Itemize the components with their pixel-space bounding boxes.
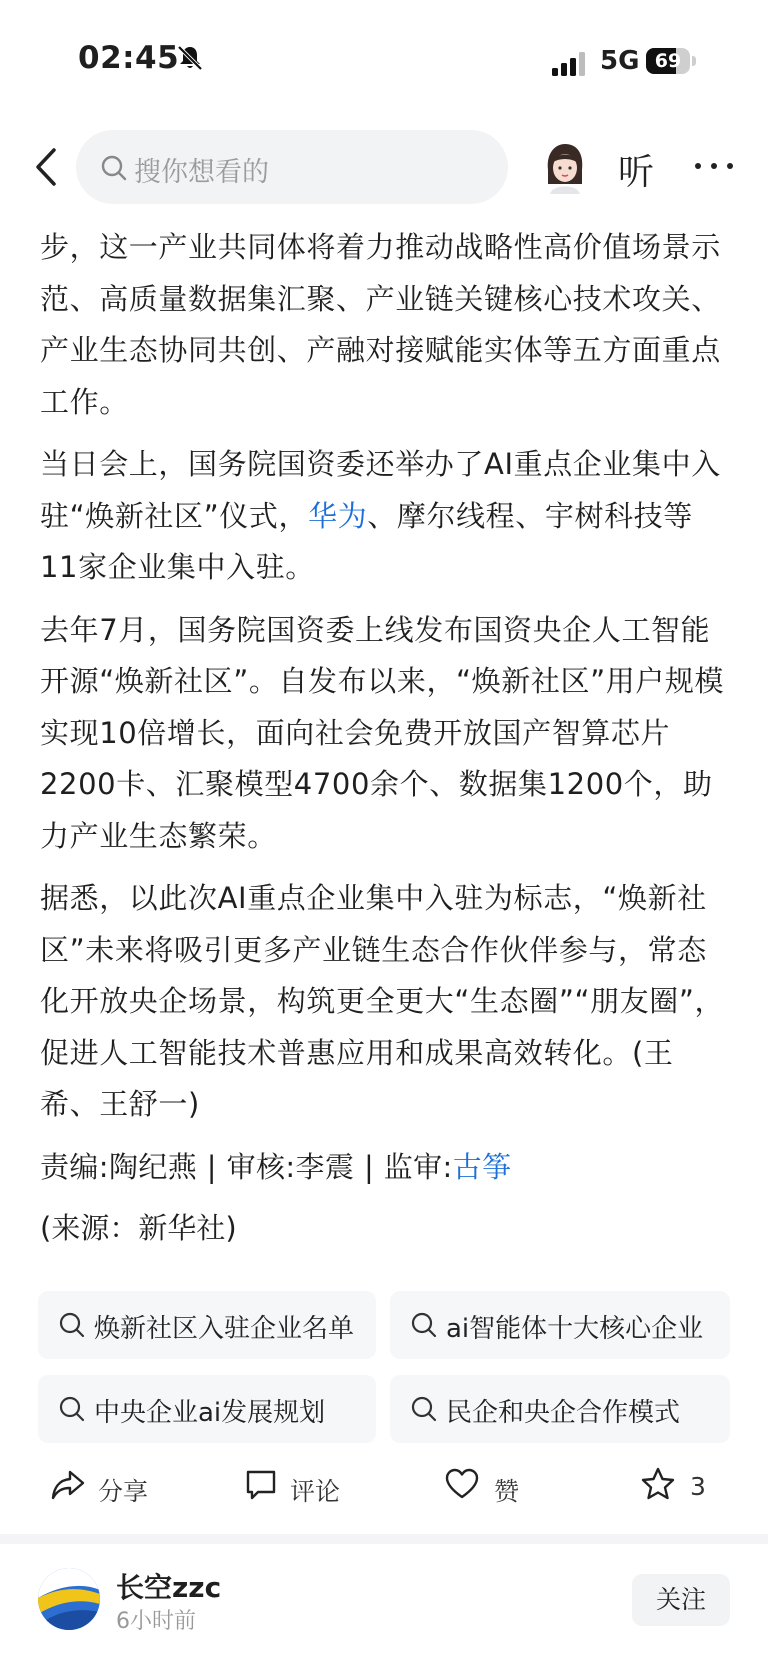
link-supervisor[interactable]: 古筝 [452,1149,512,1184]
status-bar [0,0,768,120]
status-time: 02:45 [78,40,180,76]
star-icon [640,1466,676,1502]
back-icon[interactable] [28,142,68,192]
action-bar [0,1448,768,1524]
related-search-label: ai智能体十大核心企业 [446,1314,704,1344]
article-paragraph: 去年7月，国务院国资委上线发布国资央企人工智能开源“焕新社区”。自发布以来，“焕新社区”用户规模实现10倍增长，面向社会免费开放国产智算芯片2200卡、汇聚模型4700余个、数据集1200个，助力产业生态繁荣。 [40,612,725,853]
related-search-chip[interactable] [390,1375,730,1443]
more-icon[interactable] [692,160,736,172]
comment-icon [244,1466,278,1502]
search-icon [410,1395,438,1423]
favorite-count: 3 [690,1472,706,1501]
battery-icon [646,48,698,74]
top-nav [0,126,768,210]
search-input[interactable] [76,130,508,204]
share-icon [50,1466,86,1502]
related-search-chip[interactable] [38,1375,376,1443]
article-paragraph: 当日会上，国务院国资委还举办了AI重点企业集中入驻“焕新社区”仪式，华为、摩尔线程、宇树科技等11家企业集中入驻。 [40,447,721,584]
article-source: (来源：新华社) [40,1210,237,1245]
related-search-chip[interactable] [38,1291,376,1359]
signal-icon [552,52,588,76]
comment-button[interactable] [244,1448,354,1524]
comment-label: 评论 [290,1477,341,1506]
favorite-button[interactable] [640,1448,720,1524]
author-name[interactable]: 长空zzc [116,1571,222,1604]
author-avatar[interactable] [38,1568,100,1630]
battery-percent: 69 [654,50,682,72]
like-button[interactable] [444,1448,534,1524]
article-paragraph: 据悉，以此次AI重点企业集中入驻为标志，“焕新社区”未来将吸引更多产业链生态合作伙伴参与，常态化开放央企场景，构筑更全更大“生态圈”“朋友圈”，促进人工智能技术普惠应用和成果高效转化。(王希、王舒一) [40,881,725,1121]
share-button[interactable] [50,1448,160,1524]
heart-icon [444,1466,480,1502]
related-search-label: 焕新社区入驻企业名单 [94,1314,355,1344]
link-huawei[interactable]: 华为 [308,498,368,533]
bell-muted-icon [176,44,204,72]
article-paragraph: 步，这一产业共同体将着力推动战略性高价值场景示范、高质量数据集汇聚、产业链关键核心技术攻关、产业生态协同共创、产融对接赋能实体等五方面重点工作。 [40,230,721,419]
search-icon [58,1311,86,1339]
search-icon [410,1311,438,1339]
avatar[interactable] [540,140,590,194]
article-body [40,222,730,1254]
related-search-chip[interactable] [390,1291,730,1359]
follow-button[interactable]: 关注 [632,1574,730,1626]
network-type: 5G [600,46,640,76]
post-time: 6小时前 [116,1609,196,1634]
like-label: 赞 [494,1477,520,1506]
related-search-label: 中央企业ai发展规划 [94,1398,326,1428]
search-placeholder: 搜你想看的 [134,157,269,188]
listen-button[interactable]: 听 [618,152,655,193]
related-search-label: 民企和央企合作模式 [446,1398,681,1428]
editor-credits: 责编:陶纪燕 | 审核:李震 | 监审:古筝 [40,1149,512,1184]
share-label: 分享 [98,1477,149,1506]
search-icon [100,154,128,182]
section-divider [0,1534,768,1544]
search-icon [58,1395,86,1423]
